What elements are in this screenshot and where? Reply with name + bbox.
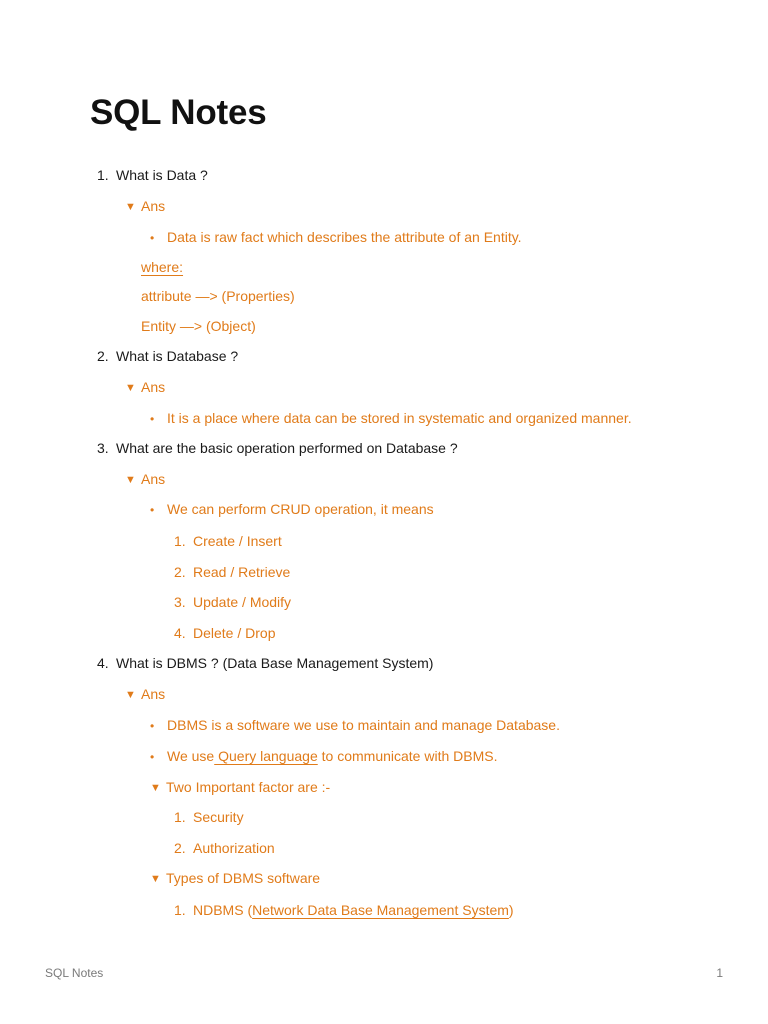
question-number: 3. bbox=[97, 440, 109, 456]
item-number: 1. bbox=[174, 533, 186, 549]
item-number: 2. bbox=[174, 840, 186, 856]
list-item bbox=[174, 839, 275, 857]
triangle-down-icon: ▼ bbox=[150, 782, 161, 794]
toggle-ans-2[interactable] bbox=[125, 378, 165, 398]
toggle-label: Types of DBMS software bbox=[166, 870, 321, 886]
toggle-types[interactable] bbox=[150, 869, 320, 889]
list-item bbox=[150, 228, 522, 247]
list-item bbox=[150, 500, 434, 519]
list-item bbox=[174, 624, 275, 642]
toggle-ans-1[interactable] bbox=[125, 197, 165, 217]
question-text: What is DBMS ? (Data Base Management System) bbox=[116, 655, 434, 671]
item-number: 1. bbox=[174, 902, 186, 918]
bullet-icon: • bbox=[150, 503, 155, 517]
question-4 bbox=[97, 654, 433, 672]
toggle-label: Ans bbox=[141, 198, 166, 214]
triangle-down-icon: ▼ bbox=[125, 382, 136, 394]
toggle-label: Ans bbox=[141, 379, 166, 395]
list-item bbox=[174, 563, 290, 581]
list-item bbox=[150, 747, 497, 766]
bullet-icon: • bbox=[150, 750, 155, 764]
list-item bbox=[174, 593, 291, 611]
page-number: 1 bbox=[716, 966, 723, 980]
item-number: 3. bbox=[174, 594, 186, 610]
toggle-label: Ans bbox=[141, 471, 166, 487]
list-item bbox=[174, 532, 282, 550]
question-text: What are the basic operation performed on Database ? bbox=[116, 440, 458, 456]
page-title: SQL Notes bbox=[90, 93, 267, 132]
item-text: ) bbox=[508, 902, 514, 918]
query-language-link[interactable]: Query language bbox=[214, 748, 318, 764]
item-text: Create / Insert bbox=[193, 533, 282, 549]
where-text: where: bbox=[141, 259, 184, 275]
list-item-text: We use bbox=[167, 748, 215, 764]
list-item bbox=[174, 901, 514, 919]
where-label bbox=[141, 258, 183, 276]
list-item bbox=[150, 716, 560, 735]
toggle-label: Ans bbox=[141, 686, 166, 702]
attribute-line: attribute —> (Properties) bbox=[141, 288, 295, 304]
list-item bbox=[174, 808, 244, 826]
bullet-icon: • bbox=[150, 719, 155, 733]
triangle-down-icon: ▼ bbox=[150, 873, 161, 885]
triangle-down-icon: ▼ bbox=[125, 689, 136, 701]
triangle-down-icon: ▼ bbox=[125, 474, 136, 486]
item-number: 2. bbox=[174, 564, 186, 580]
list-item-text: DBMS is a software we use to maintain and manage Database. bbox=[167, 717, 560, 733]
item-text: Security bbox=[193, 809, 244, 825]
toggle-ans-3[interactable] bbox=[125, 470, 165, 490]
toggle-ans-4[interactable] bbox=[125, 685, 165, 705]
item-number: 1. bbox=[174, 809, 186, 825]
list-item-text: It is a place where data can be stored in systematic and organized manner. bbox=[167, 410, 632, 426]
question-3 bbox=[97, 439, 458, 457]
item-text: Delete / Drop bbox=[193, 625, 276, 641]
toggle-label: Two Important factor are :- bbox=[166, 779, 331, 795]
triangle-down-icon: ▼ bbox=[125, 201, 136, 213]
question-1 bbox=[97, 166, 208, 184]
footer-title: SQL Notes bbox=[45, 966, 104, 980]
toggle-factors[interactable] bbox=[150, 778, 330, 798]
list-item bbox=[150, 409, 632, 428]
list-item-text: We can perform CRUD operation, it means bbox=[167, 501, 434, 517]
list-item-text: Data is raw fact which describes the attribute of an Entity. bbox=[167, 229, 522, 245]
item-text: Update / Modify bbox=[193, 594, 292, 610]
question-number: 1. bbox=[97, 167, 109, 183]
list-item-text: to communicate with DBMS. bbox=[317, 748, 498, 764]
question-text: What is Data ? bbox=[116, 167, 208, 183]
question-2 bbox=[97, 347, 238, 365]
question-text: What is Database ? bbox=[116, 348, 239, 364]
bullet-icon: • bbox=[150, 412, 155, 426]
item-number: 4. bbox=[174, 625, 186, 641]
question-number: 4. bbox=[97, 655, 109, 671]
bullet-icon: • bbox=[150, 231, 155, 245]
question-number: 2. bbox=[97, 348, 109, 364]
item-text: NDBMS ( bbox=[193, 902, 253, 918]
item-text: Read / Retrieve bbox=[193, 564, 291, 580]
ndbms-link[interactable]: Network Data Base Management System bbox=[252, 902, 509, 918]
item-text: Authorization bbox=[193, 840, 275, 856]
entity-line: Entity —> (Object) bbox=[141, 318, 256, 334]
